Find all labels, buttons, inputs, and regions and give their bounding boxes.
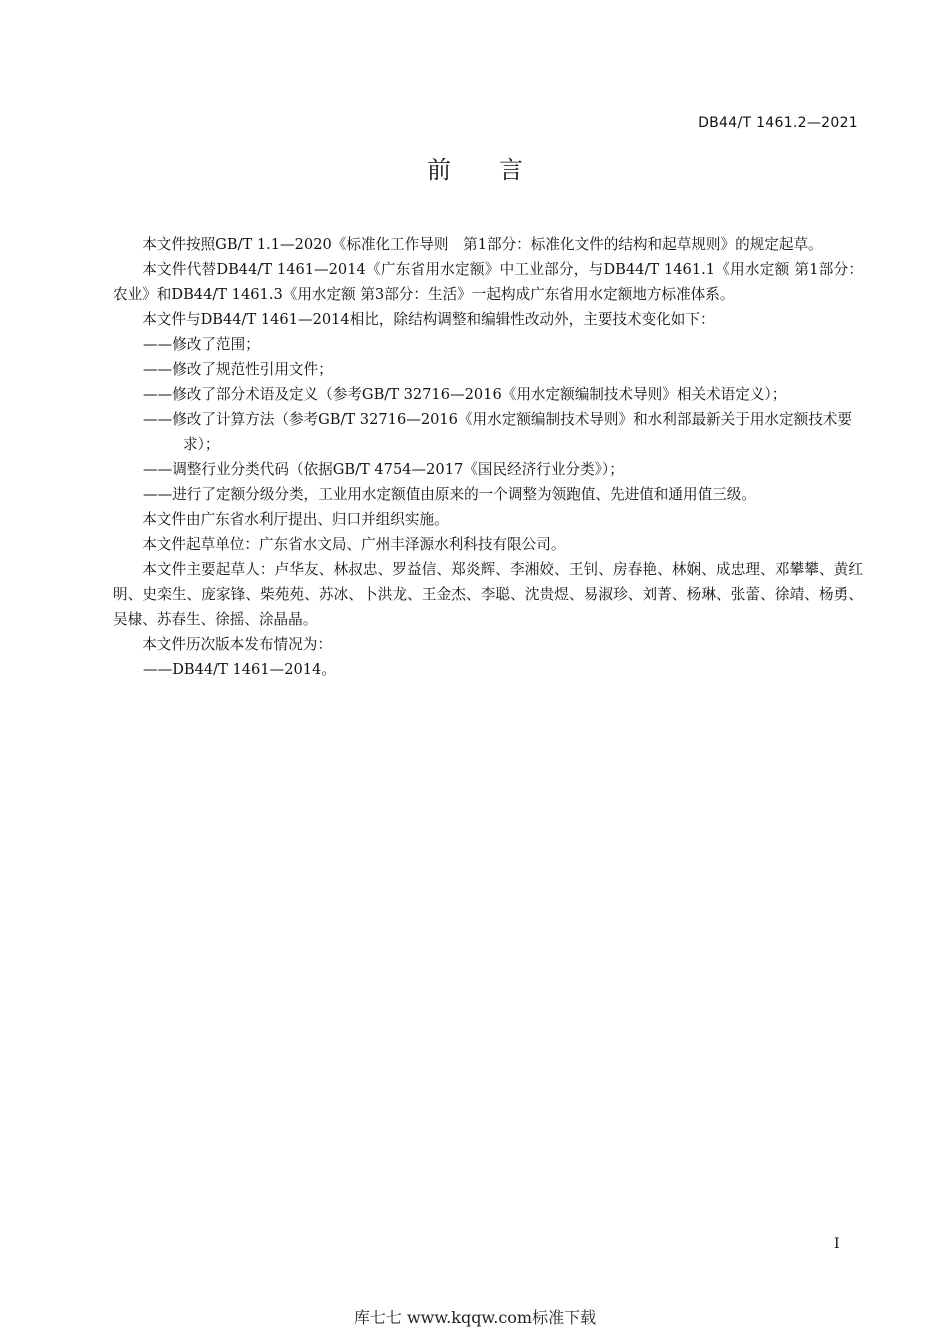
page-title: 前言 — [427, 156, 571, 184]
history-item: ——DB44/T 1461—2014。 — [143, 661, 336, 678]
page-number: I — [834, 1236, 840, 1252]
footer-watermark: 库七七 www.kqqw.com标准下载 — [353, 1308, 597, 1327]
change-item: ——修改了计算方法（参考GB/T 32716—2016《用水定额编制技术导则》和水利部最新关于用水定额技术要求）； — [143, 411, 852, 453]
change-item: ——修改了规范性引用文件； — [143, 361, 333, 378]
standard-code: DB44/T 1461.2—2021 — [698, 115, 858, 131]
change-item: ——进行了定额分级分类，工业用水定额值由原来的一个调整为领跑值、先进值和通用值三级。 — [143, 486, 756, 503]
document-body — [113, 232, 863, 682]
paragraph-drafting-units: 本文件起草单位：广东省水文局、广州丰泽源水利科技有限公司。 — [142, 536, 566, 553]
paragraph-history-intro: 本文件历次版本发布情况为： — [142, 636, 332, 653]
paragraph-drafters: 本文件主要起草人：卢华友、林叔忠、罗益信、郑炎辉、李湘姣、王钊、房春艳、林娴、成忠理、邓攀攀、黄红明、史栾生、庞家锋、柴苑苑、苏冰、卜洪龙、王金杰、李聪、沈贵煜、易淑珍、刘菁、杨琳、张蕾、徐靖、杨勇、吴棣、苏春生、徐摇、涂晶晶。 — [113, 561, 863, 628]
paragraph-replacement: 本文件代替DB44/T 1461—2014《广东省用水定额》中工业部分，与DB44/T 1461.1《用水定额 第1部分：农业》和DB44/T 1461.3《用水定额 第3部分：生活》一起构成广东省用水定额地方标准体系。 — [113, 261, 863, 303]
paragraph-proposer: 本文件由广东省水利厅提出、归口并组织实施。 — [142, 511, 449, 528]
paragraph-drafting-basis: 本文件按照GB/T 1.1—2020《标准化工作导则 第1部分：标准化文件的结构和起草规则》的规定起草。 — [142, 236, 823, 253]
change-item: ——调整行业分类代码（依据GB/T 4754—2017《国民经济行业分类》）； — [143, 461, 624, 478]
change-item: ——修改了范围； — [143, 336, 260, 353]
paragraph-changes-intro: 本文件与DB44/T 1461—2014相比，除结构调整和编辑性改动外，主要技术变化如下： — [142, 311, 715, 328]
change-item: ——修改了部分术语及定义（参考GB/T 32716—2016《用水定额编制技术导则》相关术语定义）； — [143, 386, 787, 403]
